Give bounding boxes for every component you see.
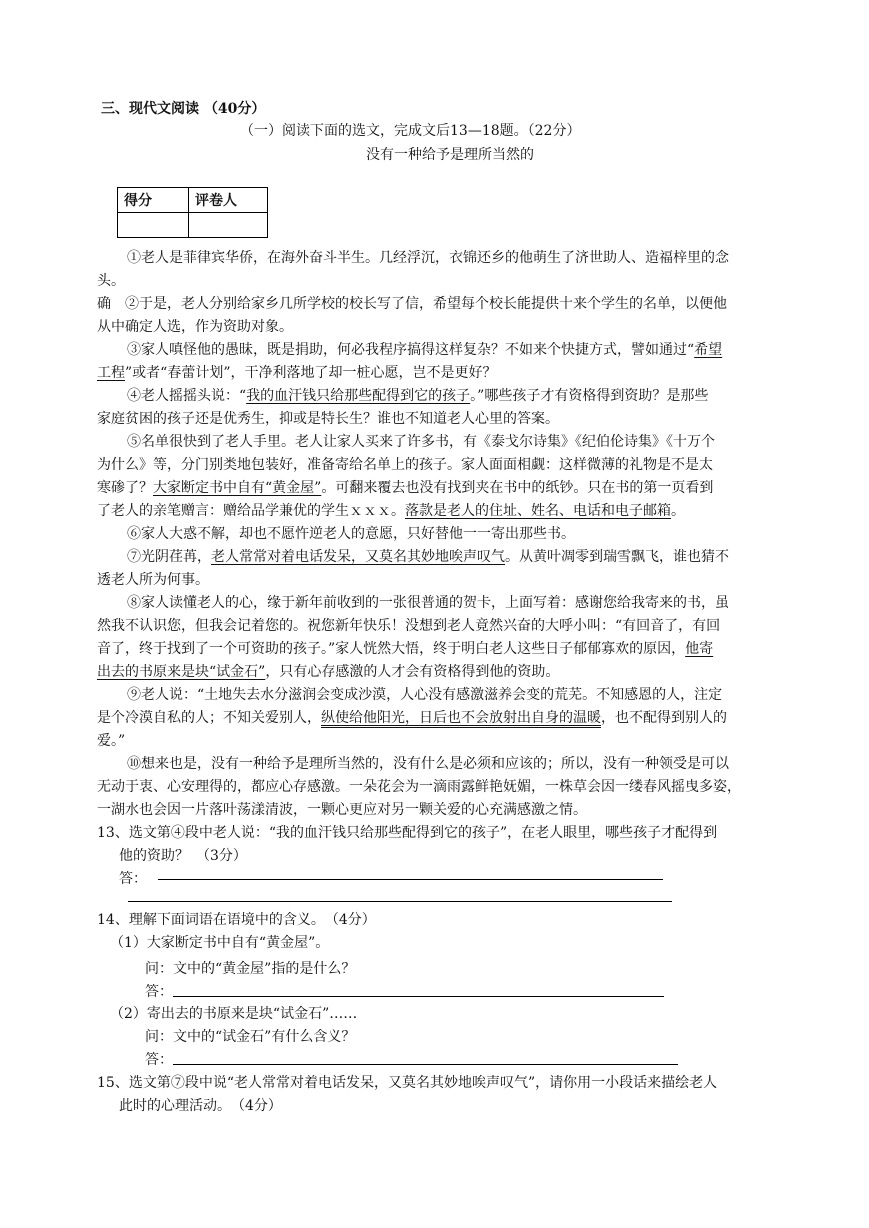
underlined-quote: 我的血汗钱只给那些配得到它的孩子 — [246, 388, 471, 404]
q14-sub2-question: 问：文中的“试金石”有什么含义？ — [145, 1029, 356, 1045]
p3-line1: ③家人嗔怪他的愚昧，既是捐助，何必我程序搞得这样复杂？不如来个快捷方式，譬如通过“希望 — [127, 342, 723, 358]
q14-sub2: （2）寄出去的书原来是块“试金石”…… — [110, 1006, 358, 1022]
p10-line1: ⑩想来也是，没有一种给予是理所当然的，没有什么是必须和应该的；所以，没有一种领受是可以 — [127, 756, 729, 772]
q14-sub2-answer-line[interactable] — [173, 1064, 678, 1065]
double-underlined-phrase: 纵使给他阳光，日后也不会放射出自身的温暖 — [321, 710, 601, 726]
underlined-phrase: 老人常常对着电话发呆，又莫名其妙地唉声叹气 — [211, 549, 505, 565]
p5-line3: 寒碜了？大家断定书中自有“黄金屋”。可翻来覆去也没有找到夹在书中的纸钞。只在书的第一页看到 — [97, 480, 714, 496]
q15-line2: 此时的心理活动。 （4分） — [119, 1098, 282, 1114]
underlined-phrase: 他寄 — [685, 641, 714, 657]
p5-line2: 为什么》等，分门别类地包装好，准备寄给名单上的孩子。家人面面相觑：这样微薄的礼物是不是太 — [97, 457, 713, 473]
sub-title: （一）阅读下面的选文，完成文后13—18题。（22分） — [240, 123, 581, 139]
p5-line4: 了老人的亲笔赠言：赠给品学兼优的学生ｘｘｘ。落款是老人的住址、姓名、电话和电子邮箱。 — [97, 503, 685, 519]
grader-cell[interactable] — [189, 213, 268, 238]
score-cell[interactable] — [118, 213, 189, 238]
p10-line2: 无动于衷、心安理得的，都应心存感激。一朵花会为一滴雨露鲜艳妩媚，一株草会因一缕春风摇曳多姿， — [97, 779, 741, 795]
q14-sub1: （1）大家断定书中自有“黄金屋”。 — [110, 935, 330, 951]
essay-title: 没有一种给予是理所当然的 — [366, 147, 534, 163]
p8-line4: 出去的书原来是块“试金石”，只有心存感激的人才会有资格得到他的资助。 — [97, 664, 560, 680]
grader-header: 评卷人 — [189, 188, 268, 213]
underlined-phrase: 大家断定书中自有“黄金屋” — [153, 480, 322, 496]
q13-line1: 13、选文第④段中老人说：“我的血汗钱只给那些配得到它的孩子”，在老人眼里，哪些孩子才配得到 — [97, 825, 718, 841]
score-table — [117, 187, 268, 238]
q14-sub1-question: 问：文中的“黄金屋”指的是什么？ — [145, 961, 356, 977]
p4-line1: ④老人摇摇头说：“我的血汗钱只给那些配得到它的孩子。”哪些孩子才有资格得到资助？是那些 — [127, 388, 709, 404]
q13-line2: 他的资助？ （3分） — [119, 848, 247, 864]
q13-answer-line-2[interactable] — [128, 901, 672, 902]
p9-line2: 是个冷漠自私的人；不知关爱别人，纵使给他阳光，日后也不会放射出自身的温暖，也不配得到别人的 — [97, 710, 727, 726]
score-header: 得分 — [118, 188, 189, 213]
p2-line2: 从中确定人选，作为资助对象。 — [97, 319, 293, 335]
q14-sub1-answer-label: 答： — [145, 984, 173, 1000]
q13-answer-label: 答： — [119, 871, 147, 887]
p3-line2: 工程”或者“春蕾计划”，干净利落地了却一桩心愿，岂不是更好？ — [97, 365, 497, 381]
p2-line1: 确 ②于是，老人分别给家乡几所学校的校长写了信，希望每个校长能提供十来个学生的名单，以便他 — [97, 296, 727, 312]
p1-line1: ①老人是菲律宾华侨，在海外奋斗半生。几经浮沉，衣锦还乡的他萌生了济世助人、造福梓里的念 — [127, 250, 729, 266]
p5-line1: ⑤名单很快到了老人手里。老人让家人买来了许多书，有《泰戈尔诗集》《纪伯伦诗集》《十万个 — [127, 434, 715, 450]
p8-line1: ⑧家人读懂老人的心，缘于新年前收到的一张很普通的贺卡，上面写着：感谢您给我寄来的书，虽 — [127, 595, 729, 611]
p1-line2: 头。 — [97, 273, 125, 289]
p10-line3: 一湖水也会因一片落叶荡漾清波，一颗心更应对另一颗关爱的心充满感激之情。 — [97, 802, 587, 818]
p7-line2: 透老人所为何事。 — [97, 572, 209, 588]
p4-line2: 家庭贫困的孩子还是优秀生，抑或是特长生？谁也不知道老人心里的答案。 — [97, 411, 559, 427]
section-title: 三、现代文阅读 （40分） — [101, 101, 266, 117]
q13-answer-line-1[interactable] — [158, 879, 663, 880]
p8-line2: 然我不认识您，但我会记着您的。祝您新年快乐！没想到老人竟然兴奋的大呼小叫：“有回音了，有回 — [97, 618, 721, 634]
q14-sub2-answer-label: 答： — [145, 1052, 173, 1068]
q15-line1: 15、选文第⑦段中说“老人常常对着电话发呆，又莫名其妙地唉声叹气”，请你用一小段话来描绘老人 — [97, 1075, 718, 1091]
underlined-phrase: 工程 — [97, 365, 125, 381]
q14-stem: 14、理解下面词语在语境中的含义。 （4分） — [97, 912, 376, 928]
p9-line1: ⑨老人说：“土地失去水分滋润会变成沙漠，人心没有感激滋养会变的荒芜。不知感恩的人，注定 — [127, 687, 723, 703]
p7-line1: ⑦光阴荏苒，老人常常对着电话发呆，又莫名其妙地唉声叹气。从黄叶凋零到瑞雪飘飞，谁也猜不 — [127, 549, 729, 565]
p8-line3: 音了，终于找到了一个可资助的孩子。”家人恍然大悟，终于明白老人这些日子郁郁寡欢的原因，他寄 — [97, 641, 714, 657]
p9-line3: 爱。” — [97, 733, 126, 749]
underlined-phrase: 落款是老人的住址、姓名、电话和电子邮箱 — [405, 503, 671, 519]
underlined-phrase: 希望 — [694, 342, 723, 358]
p6-line1: ⑥家人大惑不解，却也不愿忤逆老人的意愿，只好替他一一寄出那些书。 — [127, 526, 575, 542]
underlined-phrase: 出去的书原来是块“试金石” — [97, 664, 266, 680]
q14-sub1-answer-line[interactable] — [173, 996, 664, 997]
